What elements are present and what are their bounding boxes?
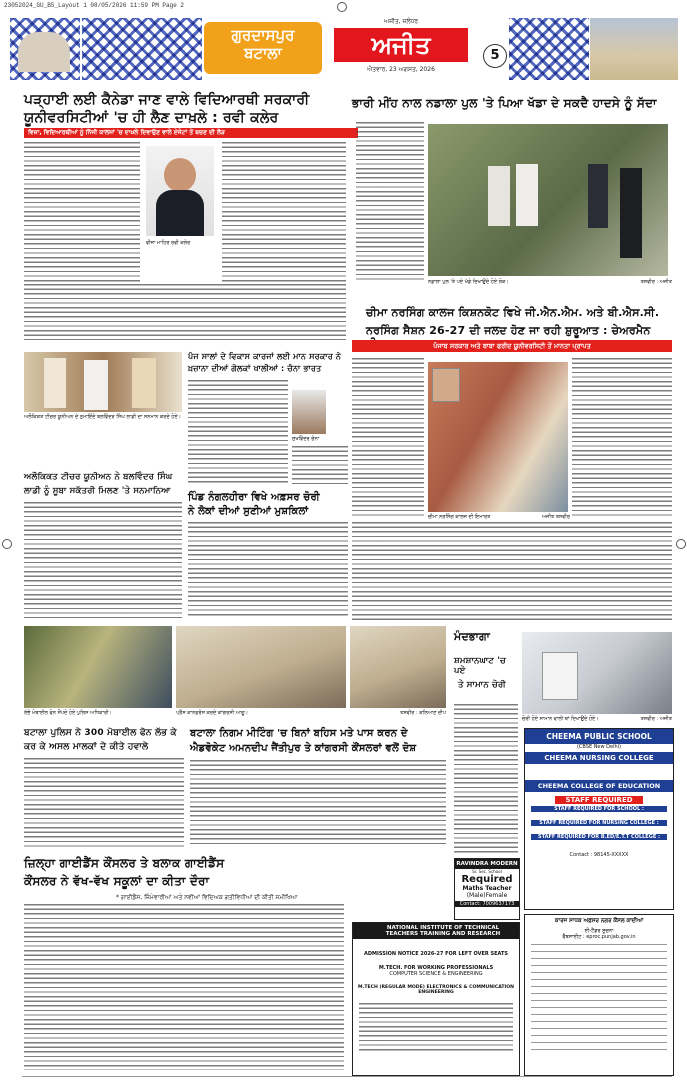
story2-photo-caption: ਨਡਾਲਾ ਪੁਲ 'ਤੇ ਪਏ ਖੱਡੇ ਦਿਖਾਉਂਦੇ ਹੋਏ ਲੋਕ। — [428, 279, 509, 285]
story9-text — [24, 904, 344, 1070]
story4-headline-2: ਲਾਡੀ ਨੂੰ ਸੂਬਾ ਸਕੱਤਰੀ ਮਿਲਣ 'ਤੇ ਸਨਮਾਨਿਆ — [24, 486, 171, 496]
story7-photo-caption: ਲੱਭੇ ਮੋਬਾਈਲ ਫੋਨ ਸੌਂਪਦੇ ਹੋਏ ਪੁਲਿਸ ਅਧਿਕਾਰੀ। — [24, 710, 112, 716]
story8-headline-1: ਬਟਾਲਾ ਨਿਗਮ ਮੀਟਿੰਗ 'ਚ ਬਿਨਾਂ ਬਹਿਸ ਮਤੇ ਪਾਸ ਕਰਨ ਦੇ — [190, 728, 408, 739]
story5-text-2 — [292, 446, 348, 486]
story1-headline-1: ਪੜ੍ਹਾਈ ਲਈ ਕੈਨੇਡਾ ਜਾਣ ਵਾਲੇ ਵਿਦਿਆਰਥੀ ਸਰਕਾਰੀ — [24, 92, 310, 108]
nittr-title-1: NATIONAL INSTITUTE OF TECHNICAL — [353, 923, 519, 931]
cheema-contact: Contact : 98145-XXXXX — [569, 852, 629, 858]
story2-headline: ਭਾਰੀ ਮੀਂਹ ਨਾਲ ਨਡਾਲਾ ਪੁਲ 'ਤੇ ਪਿਆ ਖੱਡਾ ਦੇ ਸਕਦੈ ਹਾਦਸੇ ਨੂੰ ਸੱਦਾ — [352, 96, 657, 110]
story1-photo-caption: ਵੀਜ਼ਾ ਮਾਹਿਰ ਰਵੀ ਕਲੇਰ — [146, 240, 191, 246]
edition-badge — [204, 22, 322, 74]
cheema-school-sub: (CBSE New Delhi) — [576, 744, 622, 750]
nittr-line-1: M.TECH. FOR WORKING PROFESSIONALS — [378, 965, 494, 971]
date-line: ਐਤਵਾਰ, 23 ਅਗਸਤ, 2026 — [367, 66, 435, 73]
ravindra-ad — [454, 858, 520, 920]
edition-top: ਗੁਰਦਾਸਪੁਰ — [231, 26, 295, 44]
story10-text — [454, 704, 518, 854]
nittr-line-2: COMPUTER SCIENCE & ENGINEERING — [389, 971, 483, 977]
story7-text — [24, 758, 184, 848]
tender-heading: ਕਾਰਜ ਸਾਧਕ ਅਫ਼ਸਰ ਨਗਰ ਕੌਂਸਲ ਕਾਦੀਆਂ — [554, 918, 644, 924]
story1-photo — [146, 146, 214, 236]
story6-headline-2: ਨੇ ਲੋਕਾਂ ਦੀਆਂ ਸੁਣੀਆਂ ਮੁਸ਼ਕਿਲਾਂ — [188, 506, 309, 517]
story10-title-3: ਤੇ ਸਾਮਾਨ ਚੋਰੀ — [458, 680, 506, 690]
story3-headline-1: ਚੀਮਾ ਨਰਸਿੰਗ ਕਾਲਜ ਕਿਸ਼ਨਕੋਟ ਵਿਖੇ ਜੀ.ਐਨ.ਐਮ. ਅਤੇ ਬੀ.ਐਸ.ਸੀ. — [366, 306, 660, 319]
story5-text — [188, 380, 288, 486]
story3-kicker: ਪੰਜਾਬ ਸਰਕਾਰ ਅਤੇ ਬਾਬਾ ਫਰੀਦ ਯੂਨੀਵਰਸਿਟੀ ਤੋਂ ਮਾਨਤਾ ਪ੍ਰਾਪਤ — [352, 340, 672, 352]
story2-photo — [428, 124, 668, 276]
paper-name-block — [326, 18, 476, 80]
story3-text-bottom — [352, 522, 672, 622]
ravindra-post: Maths Teacher — [462, 885, 512, 892]
story10-photo-credit: ਤਸਵੀਰ : ਅਜੀਤ — [640, 716, 672, 722]
masthead-pattern-left — [82, 18, 202, 80]
nittr-text — [359, 1003, 513, 1053]
cheema-line-nursing: STAFF REQUIRED FOR NURSING COLLEGE : — [531, 820, 667, 826]
cheema-staff-required: STAFF REQUIRED — [555, 796, 643, 804]
story3-text-col2 — [572, 358, 672, 518]
cheema-school: CHEEMA PUBLIC SCHOOL — [525, 729, 673, 744]
story4-text — [24, 502, 182, 618]
tender-table — [531, 944, 667, 1056]
story1-headline-2: ਯੂਨੀਵਰਸਿਟੀਆਂ 'ਚ ਹੀ ਲੈਣ ਦਾਖ਼ਲੇ : ਰਵੀ ਕਲੇਰ — [24, 110, 279, 126]
tender-line-2: ਵੈੱਬਸਾਈਟ : eproc.punjab.gov.in — [562, 934, 636, 940]
ravindra-name-sub: Sr. Sec. School — [472, 869, 502, 874]
story9-headline-1: ਜ਼ਿਲ੍ਹਾ ਗਾਈਡੈਂਸ ਕੌਂਸਲਰ ਤੇ ਬਲਾਕ ਗਾਈਡੈਂਸ — [24, 856, 225, 870]
masthead-left-illustration — [10, 18, 80, 80]
edition-bottom: ਬਟਾਲਾ — [244, 44, 282, 62]
cheema-education: CHEEMA COLLEGE OF EDUCATION — [525, 780, 673, 792]
story8-photo-a — [176, 626, 346, 708]
tender-line-1: ਈ-ਟੈਂਡਰ ਸੂਚਨਾ — [584, 928, 614, 934]
story8-text — [190, 760, 446, 846]
story9-headline-2: ਕੌਂਸਲਰ ਨੇ ਵੱਖ-ਵੱਖ ਸਕੂਲਾਂ ਦਾ ਕੀਤਾ ਦੌਰਾ — [24, 874, 210, 888]
story4-photo — [24, 352, 182, 412]
story3-photo-caption: ਚੀਮਾ ਨਰਸਿੰਗ ਕਾਲਜ ਦੀ ਇਮਾਰਤ — [428, 514, 491, 520]
story10-photo — [522, 632, 672, 714]
story4-headline-1: ਅਲੌਕਿਕਤ ਟੀਚਰ ਯੂਨੀਅਨ ਨੇ ਬਲਵਿੰਦਰ ਸਿੰਘ — [24, 472, 173, 482]
story8-photo-caption: ਪ੍ਰੈੱਸ ਕਾਨਫ਼ਰੰਸ ਕਰਦੇ ਕਾਂਗਰਸੀ ਆਗੂ। — [176, 710, 249, 716]
story1-text-col2 — [222, 142, 346, 282]
story3-text-col1 — [352, 358, 424, 518]
story3-headline-2: ਨਰਸਿੰਗ ਸੈਸ਼ਨ 26-27 ਦੀ ਜਲਦ ਹੋਣ ਜਾ ਰਹੀ ਸ਼ੁਰੂਆਤ : ਚੇਅਰਮੈਨ — [366, 324, 651, 337]
ravindra-required: Required — [461, 874, 513, 885]
footer-rule — [22, 1076, 672, 1077]
page-number: 5 — [483, 44, 507, 68]
nittr-title-2: TEACHERS TRAINING AND RESEARCH — [353, 931, 519, 939]
nittr-line-3: M.TECH (REGULAR MODE) ELECTRONICS & COMMUNICATION ENGINEERING — [358, 985, 514, 995]
cheema-line-school: STAFF REQUIRED FOR SCHOOL : — [531, 806, 667, 812]
tender-notice-ad — [524, 914, 674, 1076]
registration-mark-icon — [676, 539, 686, 549]
story1-text-col1 — [24, 142, 140, 282]
story8-photo-credit: ਤਸਵੀਰ : ਕਲਿਆਣ ਦੀਪ — [400, 710, 446, 716]
story8-photo-b — [350, 626, 446, 708]
story8-headline-2: ਐਡਵੋਕੇਟ ਅਮਨਦੀਪ ਜੈਂਤੀਪੁਰ ਤੇ ਕਾਂਗਰਸੀ ਕੌਂਸਲਰਾਂ ਵਲੋਂ ਦੋਸ਼ — [190, 743, 417, 754]
story7-headline-2: ਕਰ ਕੇ ਅਸਲ ਮਾਲਕਾਂ ਦੇ ਕੀਤੇ ਹਵਾਲੇ — [24, 742, 149, 752]
story5-headline-1: ਪੰਜ ਸਾਲਾਂ ਦੇ ਵਿਕਾਸ ਕਾਰਜਾਂ ਲਈ ਮਾਨ ਸਰਕਾਰ ਨੇ — [188, 352, 342, 361]
cheema-ad — [524, 728, 674, 910]
story2-text-col — [356, 122, 424, 280]
story3-photo-credit: ਅਜੀਤ ਤਸਵੀਰ — [541, 514, 570, 520]
nittr-ad — [352, 922, 520, 1076]
story10-title-1: ਮੰਦਭਾਗਾ — [454, 630, 491, 643]
masthead-pattern-right — [509, 18, 589, 80]
story1-text-bottom — [24, 284, 346, 340]
nittr-notice: ADMISSION NOTICE 2026-27 FOR LEFT OVER SEATS — [363, 951, 509, 957]
story9-kicker: * ਗਾਈਡੈਂਸ, ਜ਼ਿੰਮੇਵਾਰੀਆਂ ਅਤੇ ਨਵੀਆਂ ਵਿਦਿਅਕ ਗਤੀਵਿਧੀਆਂ ਦੀ ਕੀਤੀ ਸਮੀਖਿਆ — [116, 894, 298, 901]
story4-photo-caption: ਅਲੌਕਿਕਤ ਟੀਚਰ ਯੂਨੀਅਨ ਦੇ ਨੁਮਾਇੰਦੇ ਬਲਵਿੰਦਰ ਸਿੰਘ ਲਾਡੀ ਦਾ ਸਨਮਾਨ ਕਰਦੇ ਹੋਏ। — [24, 414, 182, 420]
cheema-line-bed: STAFF REQUIRED FOR B.ED/E.T.T COLLEGE : — [531, 834, 667, 840]
story7-photo — [24, 626, 172, 708]
story5-photo-caption: ਸੁਖਵਿੰਦਰ ਚੰਨਾ — [292, 436, 320, 442]
ravindra-gender: (Male)Female — [466, 892, 508, 899]
story1-kicker: ਵਿਜ਼ਾ, ਵਿਦਿਆਰਥੀਆਂ ਨੂੰ ਨਿੱਜੀ ਕਾਲਜਾਂ 'ਚ ਦਾਖ਼ਲੇ ਦਿਵਾਉਣ ਵਾਲੇ ਏਜੰਟਾਂ ਤੋਂ ਬਚਣ ਦੀ ਲੋੜ — [24, 128, 358, 138]
story10-title-2: ਸ਼ਮਸ਼ਾਨਘਾਟ 'ਚ ਪਏ — [454, 656, 506, 677]
story5-headline-2: ਖ਼ਜ਼ਾਨਾ ਦੀਆਂ ਗੋਲਕਾਂ ਖਾਲੀਆਂ : ਚੰਨਾ ਭਾਰਤ — [188, 364, 322, 373]
story10-photo-caption: ਚੋਰੀ ਹੋਏ ਸਾਮਾਨ ਵਾਲੀ ਥਾਂ ਦਿਖਾਉਂਦੇ ਹੋਏ। — [522, 716, 599, 722]
print-slug: 23052024_GU_B5_Layout 1 08/05/2026 11:59 PM Page 2 — [4, 2, 185, 9]
story3-inset-portrait — [432, 368, 460, 402]
story6-headline-1: ਪਿੰਡ ਨੰਗਲਹੀਰਾ ਵਿਖੇ ਅਫ਼ਸਰ ਚੋਰੀ — [188, 492, 320, 503]
cheema-nursing: CHEEMA NURSING COLLEGE — [525, 752, 673, 764]
story7-headline-1: ਬਟਾਲਾ ਪੁਲਿਸ ਨੇ 300 ਮੋਬਾਈਲ ਫੋਨ ਲੱਭ ਕੇ — [24, 728, 177, 738]
registration-mark-icon — [2, 539, 12, 549]
ravindra-contact: Contact: 7009637173 — [455, 901, 519, 907]
story5-photo — [292, 390, 326, 434]
story6-text — [188, 522, 348, 618]
masthead-right-illustration — [590, 18, 678, 80]
registration-mark-icon — [337, 2, 347, 12]
paper-tagline: ਅਜੀਤ, ਜਲੰਧਰ — [383, 18, 418, 25]
ravindra-name: RAVINDRA MODERN — [456, 861, 518, 867]
paper-name: ਅਜੀਤ — [334, 28, 468, 62]
story2-photo-credit: ਤਸਵੀਰ : ਅਜੀਤ — [640, 279, 672, 285]
